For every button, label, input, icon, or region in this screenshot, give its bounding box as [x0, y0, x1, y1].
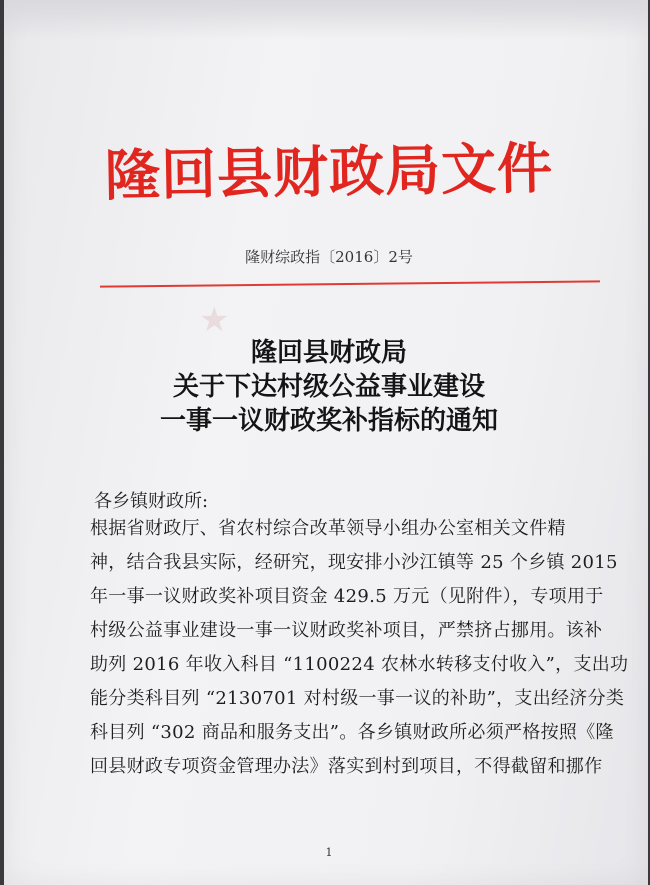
red-divider-rule [100, 280, 600, 287]
body-line: 村级公益事业建设一事一议财政奖补项目，严禁挤占挪用。该补 [90, 620, 603, 641]
body-line: 助列 2016 年收入科目 “1100224 农林水转移支付收入”，支出功 [90, 654, 629, 675]
page-top-shadow [4, 0, 648, 40]
document-header-title: 隆回县财政局文件 [104, 135, 554, 208]
body-line: 根据省财政厅、省农村综合改革领导小组办公室相关文件精 [90, 518, 566, 539]
page-number: 1 [325, 846, 333, 859]
notice-title-line-1: 隆回县财政局 [250, 338, 407, 368]
body-line: 回县财政专项资金管理办法》落实到村到项目，不得截留和挪作 [90, 756, 603, 777]
addressee: 各乡镇财政所: [94, 491, 209, 512]
body-line: 年一事一议财政奖补项目资金 429.5 万元（见附件），专项用于 [90, 586, 604, 607]
notice-title-line-2: 关于下达村级公益事业建设 [172, 372, 485, 402]
faint-seal-star-icon: ★ [199, 300, 230, 340]
body-paragraph [90, 512, 629, 784]
body-line: 神，结合我县实际，经研究，现安排小沙江镇等 25 个乡镇 2015 [90, 552, 618, 573]
document-page [4, 0, 648, 885]
notice-title [4, 336, 648, 438]
body-line: 能分类科目列 “2130701 对村级一事一议的补助”，支出经济分类 [90, 688, 625, 709]
body-line: 科目列 “302 商品和服务支出”。各乡镇财政所必须严格按照《隆 [90, 722, 614, 743]
notice-title-line-3: 一事一议财政奖补指标的通知 [159, 406, 498, 436]
document-number: 隆财综政指〔2016〕2号 [245, 248, 413, 266]
